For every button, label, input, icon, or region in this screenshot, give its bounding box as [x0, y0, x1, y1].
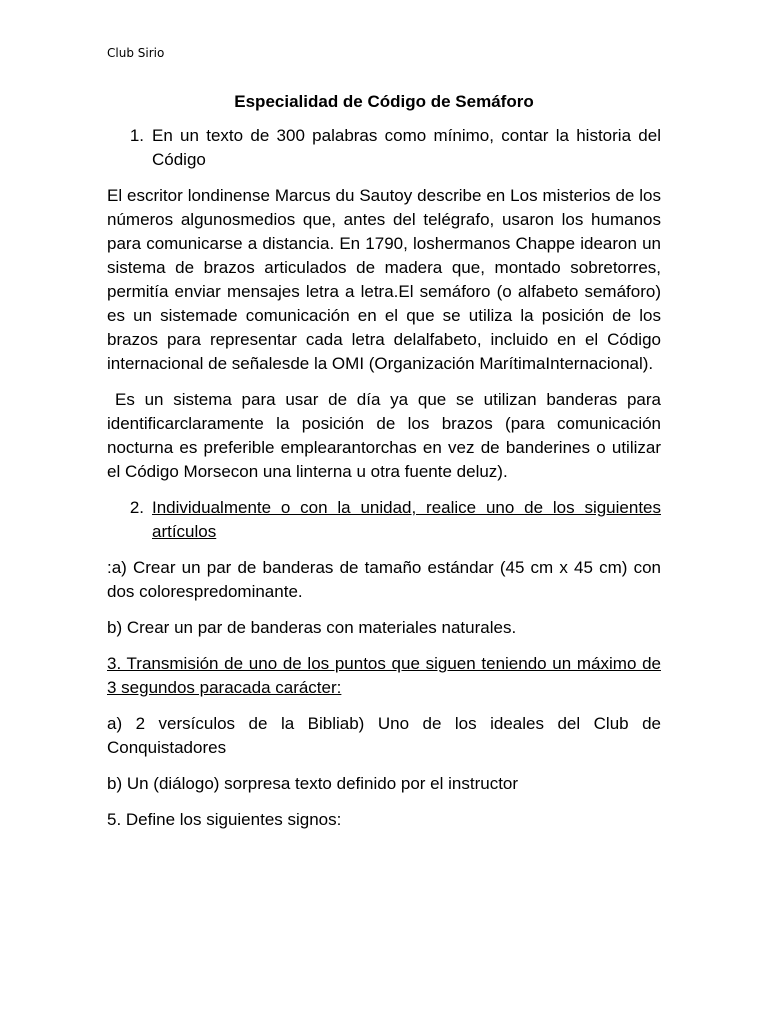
- list-item-2-number: 2.: [129, 498, 144, 517]
- item-3-paragraph: [107, 652, 661, 700]
- document-body: [107, 89, 661, 844]
- item-3-a-paragraph: a) 2 versículos de la Bibliab) Uno de los ideales del Club de Conquistadores: [107, 714, 661, 757]
- item-5-paragraph: 5. Define los siguientes signos:: [107, 810, 342, 829]
- usage-paragraph: [107, 388, 661, 484]
- list-item-1-number: 1.: [129, 126, 144, 145]
- option-a-paragraph: :a) Crear un par de banderas de tamaño estándar (45 cm x 45 cm) con dos colorespredominante.: [107, 558, 661, 601]
- list-item-2: [107, 496, 661, 544]
- document-title: Especialidad de Código de Semáforo: [234, 92, 534, 111]
- option-b-paragraph: b) Crear un par de banderas con materiales naturales.: [107, 618, 517, 637]
- usage-paragraph-text: Es un sistema para usar de día ya que se utilizan banderas para identificarclaramente la posición de los brazos (para comunicación nocturna es preferible emplearantorchas en vez de banderines o utilizar el Código Morsecon una linterna u otra fuente deluz).: [107, 390, 661, 481]
- list-item-1: [107, 124, 661, 172]
- list-item-1-text: En un texto de 300 palabras como mínimo, contar la historia del Código: [152, 126, 661, 169]
- page-header: Club Sirio: [107, 46, 165, 60]
- item-3-text: 3. Transmisión de uno de los puntos que siguen teniendo un máximo de 3 segundos paracada carácter:: [107, 654, 661, 697]
- history-paragraph: El escritor londinense Marcus du Sautoy describe en Los misterios de los números algunosmedios que, antes del telégrafo, usaron los humanos para comunicarse a distancia. En 1790, loshermanos Chappe idearon un sistema de brazos articulados de madera que, montado sobretorres, permitía enviar mensajes letra a letra.El semáforo (o alfabeto semáforo) es un sistemade comunicación en el que se utiliza la posición de los brazos para representar cada letra delalfabeto, incluido en el Código internacional de señalesde la OMI (Organización MarítimaInternacional).: [107, 186, 661, 373]
- list-item-2-text: Individualmente o con la unidad, realice uno de los siguientes artículos: [152, 498, 661, 541]
- item-3-b-paragraph: b) Un (diálogo) sorpresa texto definido por el instructor: [107, 774, 519, 793]
